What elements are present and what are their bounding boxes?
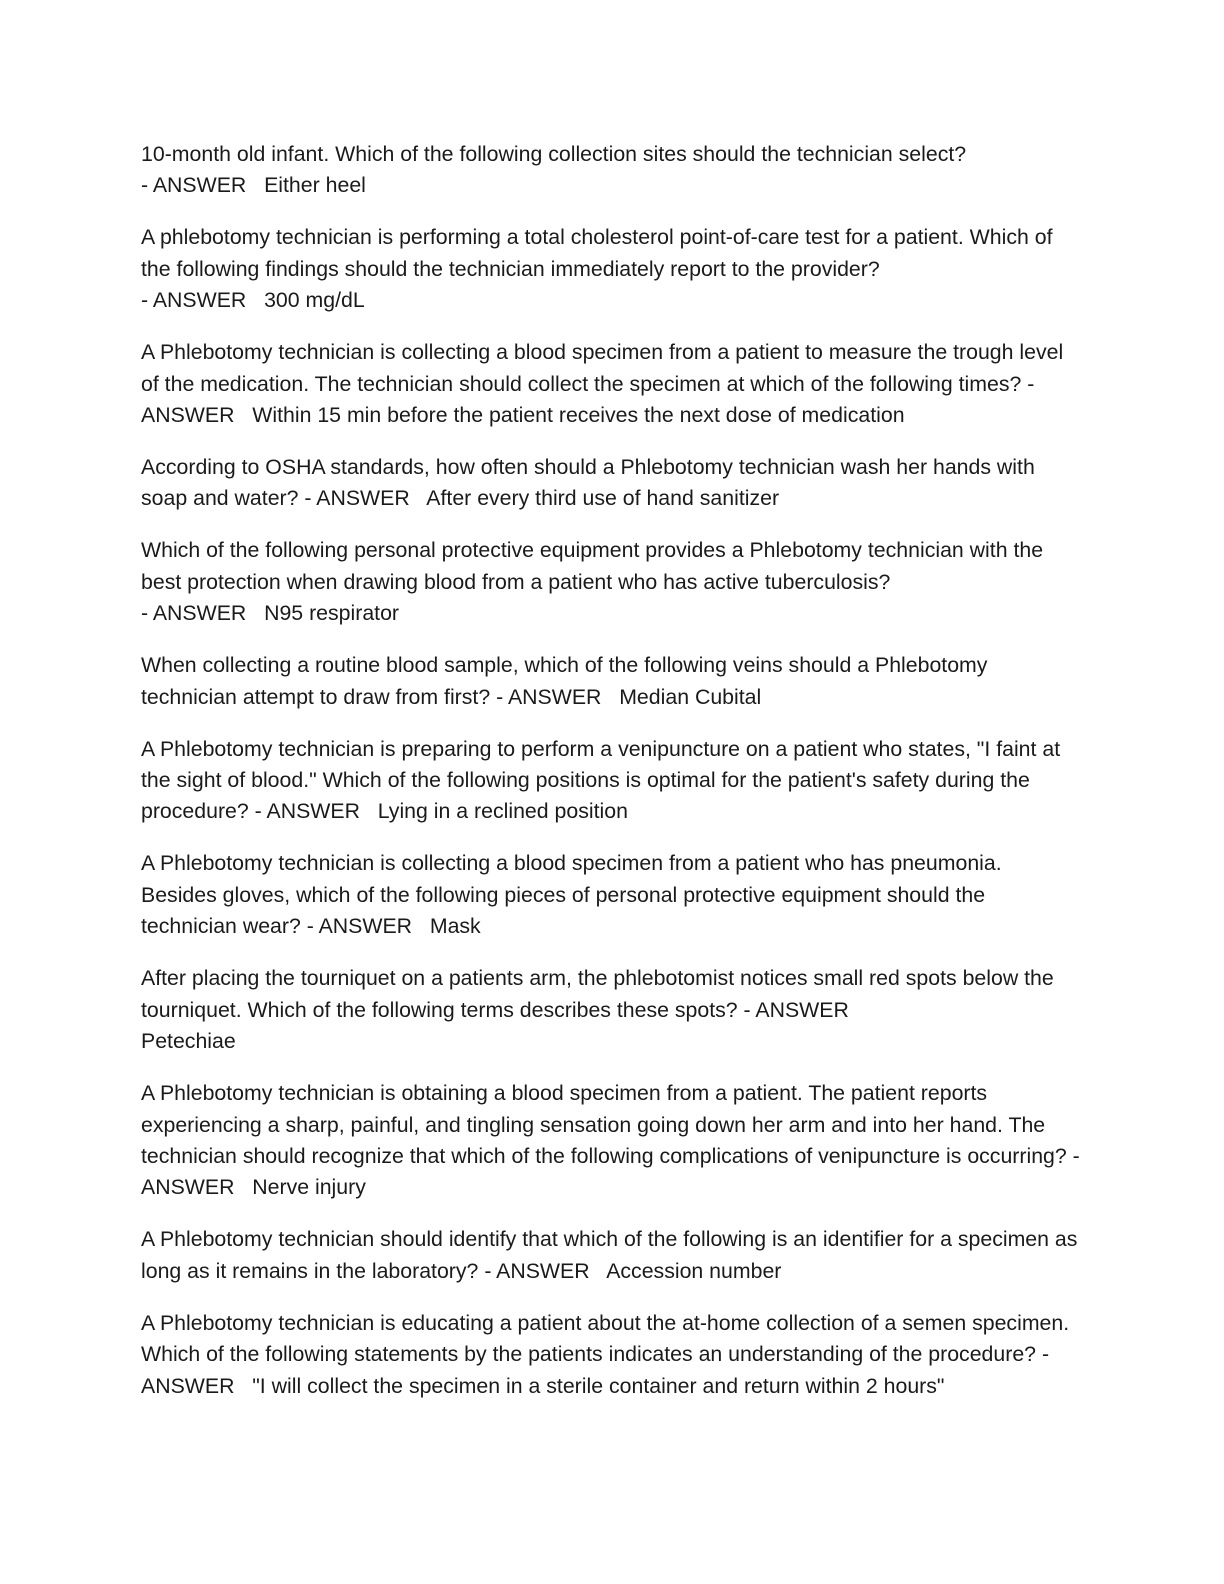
qa-item (141, 222, 1081, 316)
answer-text: Median Cubital (619, 684, 762, 709)
qa-item (141, 337, 1081, 431)
qa-item (141, 1078, 1081, 1204)
qa-item (141, 963, 1081, 1057)
qa-item (141, 1308, 1081, 1402)
answer-text: Petechiae (141, 1029, 236, 1054)
question-text: A Phlebotomy technician is obtaining a blood specimen from a patient. The patient reports experiencing a sharp, painful, and tingling sensation going down her arm and into her hand. The technician should recognize that which of the following complications of venipuncture is occurring? (141, 1081, 1067, 1168)
answer-marker: - ANSWER (141, 371, 1035, 428)
answer-marker: - ANSWER (304, 486, 410, 511)
qa-list (141, 139, 1081, 1423)
qa-item (141, 452, 1081, 515)
question-text: A Phlebotomy technician is educating a patient about the at-home collection of a semen specimen. Which of the following statements by the patients indicates an understanding of the procedure? (141, 1310, 1070, 1367)
answer-text: N95 respirator (264, 601, 400, 626)
question-text: When collecting a routine blood sample, which of the following veins should a Phlebotomy technician attempt to draw from first? (141, 653, 988, 709)
answer-text: Lying in a reclined position (377, 799, 628, 824)
answer-marker: - ANSWER (141, 173, 247, 198)
answer-text: After every third use of hand sanitizer (426, 486, 780, 511)
answer-marker: - ANSWER (743, 997, 849, 1022)
question-text: According to OSHA standards, how often should a Phlebotomy technician wash her hands with soap and water? (141, 455, 1035, 511)
question-text: A Phlebotomy technician is preparing to perform a venipuncture on a patient who states, "I faint at the sight of blood." Which of the following positions is optimal for the patient's safety during the procedure? (141, 736, 1061, 824)
qa-item (141, 650, 1081, 713)
question-text: 10-month old infant. Which of the following collection sites should the technician select? (141, 142, 967, 166)
answer-marker: - ANSWER (141, 601, 247, 626)
answer-text: Within 15 min before the patient receives the next dose of medication (252, 403, 905, 428)
answer-marker: - ANSWER (141, 1342, 1050, 1398)
answer-marker: - ANSWER (496, 684, 602, 709)
qa-item (141, 139, 1081, 202)
qa-item (141, 734, 1081, 828)
answer-marker: - ANSWER (141, 288, 247, 313)
answer-text: Accession number (606, 1258, 782, 1283)
question-text: A phlebotomy technician is performing a total cholesterol point-of-care test for a patient. Which of the following findings should the technician immediately report to the provider? (141, 225, 1053, 281)
qa-item (141, 1224, 1081, 1287)
question-text: A Phlebotomy technician is collecting a blood specimen from a patient to measure the trough level of the medication. The technician should collect the specimen at which of the following times? (141, 340, 1064, 396)
answer-marker: - ANSWER (254, 799, 360, 824)
qa-item (141, 535, 1081, 629)
answer-text: "I will collect the specimen in a sterile container and return within 2 hours" (252, 1373, 945, 1398)
answer-marker: - ANSWER (306, 914, 413, 939)
question-text: A Phlebotomy technician is collecting a blood specimen from a patient who has pneumonia. Besides gloves, which of the following pieces of personal protective equipment should the technician wear? (141, 851, 1002, 939)
answer-marker: - ANSWER (484, 1258, 590, 1283)
question-text: After placing the tourniquet on a patients arm, the phlebotomist notices small red spots below the tourniquet. Which of the following terms describes these spots? (141, 966, 1054, 1022)
answer-text: Mask (429, 914, 481, 939)
answer-text: 300 mg/dL (264, 288, 365, 313)
question-text: Which of the following personal protective equipment provides a Phlebotomy technician with the best protection when drawing blood from a patient who has active tuberculosis? (141, 538, 1044, 594)
qa-item (141, 848, 1081, 942)
answer-text: Nerve injury (252, 1175, 366, 1200)
answer-marker: - ANSWER (141, 1143, 1080, 1200)
answer-text: Either heel (264, 173, 366, 198)
question-text: A Phlebotomy technician should identify that which of the following is an identifier for a specimen as long as it remains in the laboratory? (141, 1227, 1078, 1283)
